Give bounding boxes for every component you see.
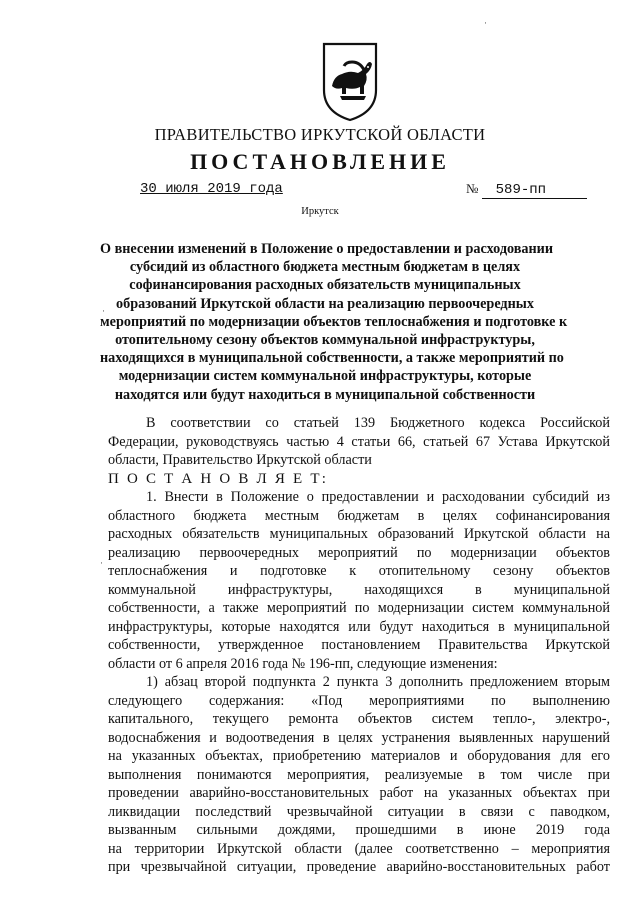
title-line: субсидий из областного бюджета местным бюджетам в целях — [129, 259, 521, 276]
irkutsk-emblem-icon — [320, 40, 380, 122]
body-line: проведении аварийно-восстановительных работ на указанных объектах при — [108, 785, 610, 801]
body-line: В соответствии со статьей 139 Бюджетного кодекса Российской — [146, 415, 610, 431]
body-line: области от 6 апреля 2016 года № 196-пп, следующие изменения: — [108, 655, 498, 672]
body-line: собственности, утвержденное постановлением Правительства Иркутской — [108, 637, 610, 653]
body-line: выполнения понимаются мероприятия, реализуемые в том числе при — [108, 766, 610, 783]
document-title — [100, 240, 568, 404]
body-line: областного бюджета местным бюджетам в целях софинансирования — [108, 507, 610, 524]
title-line: модернизации систем коммунальной инфраструктуры, которые — [118, 368, 532, 385]
body-line: при чрезвычайной ситуации, проведение аварийно-восстановительных работ — [108, 859, 610, 875]
title-line: образований Иркутской области на реализацию первоочередных — [116, 295, 534, 312]
body-line: собственности, а также мероприятий по модернизации систем коммунальной — [108, 600, 610, 616]
document-date — [140, 181, 283, 197]
title-line: мероприятий по модернизации объектов теплоснабжения и подготовке к — [100, 313, 568, 330]
document-body — [108, 414, 610, 877]
body-line: на территории Иркутской области (далее соответственно – мероприятия — [108, 840, 610, 857]
body-line: вызванным сильными дождями, прошедшими в июне 2019 года — [108, 822, 610, 838]
body-line: водоснабжения и водоотведения в целях устранения выявленных нарушений — [108, 729, 610, 746]
body-line: 1. Внести в Положение о предоставлении и расходовании субсидий из — [146, 489, 610, 505]
title-line: О внесении изменений в Положение о предоставлении и расходовании — [100, 241, 554, 257]
body-line: расходных обязательств муниципальных образований Иркутской области на — [108, 526, 610, 542]
body-line: 1) абзац второй подпункта 2 пункта 3 дополнить предложением вторым — [146, 674, 610, 690]
scan-speck: · — [102, 306, 105, 316]
scan-speck: · — [100, 558, 103, 568]
document-number — [466, 181, 587, 199]
body-line: реализацию первоочередных мероприятий по модернизации объектов — [108, 544, 610, 561]
body-line: Федерации, руководствуясь частью 4 статьи 66, статьей 67 Устава Иркутской — [108, 433, 610, 450]
number-sign: № — [466, 181, 479, 196]
government-name: ПРАВИТЕЛЬСТВО ИРКУТСКОЙ ОБЛАСТИ — [154, 125, 486, 144]
body-line: на указанных объектах, приобретению материалов и оборудования для его — [108, 748, 610, 764]
body-line: коммунальной инфраструктуры, находящихся в муниципальной — [108, 581, 610, 598]
body-line: теплоснабжения и подготовке к отопительному сезону объектов — [108, 563, 610, 579]
title-line: находятся или будут находиться в муниципальной собственности — [114, 386, 536, 403]
body-line: инфраструктуры, которые находятся или будут находиться в муниципальной — [108, 618, 610, 635]
body-line: капитального, текущего ремонта объектов систем тепло-, электро-, — [108, 711, 610, 727]
city: Иркутск — [301, 206, 339, 217]
date-value: 30 июля 2019 года — [140, 181, 283, 197]
body-line: ликвидации последствий чрезвычайной ситуации в связи с паводком, — [108, 803, 610, 820]
document-type: ПОСТАНОВЛЕНИЕ — [190, 149, 450, 174]
body-line: области, Правительство Иркутской области — [108, 452, 372, 468]
title-line: находящихся в муниципальной собственности, а также мероприятий по — [100, 350, 564, 367]
body-line: следующего содержания: «Под мероприятиями по выполнению — [108, 692, 610, 709]
scan-speck: · — [484, 18, 487, 28]
title-line: софинансирования расходных обязательств муниципальных — [129, 277, 521, 294]
title-line: отопительному сезону объектов коммунальной инфраструктуры, — [115, 332, 535, 349]
resolves-heading: П О С Т А Н О В Л Я Е Т: — [108, 470, 329, 487]
number-value: 589-пп — [482, 182, 587, 199]
